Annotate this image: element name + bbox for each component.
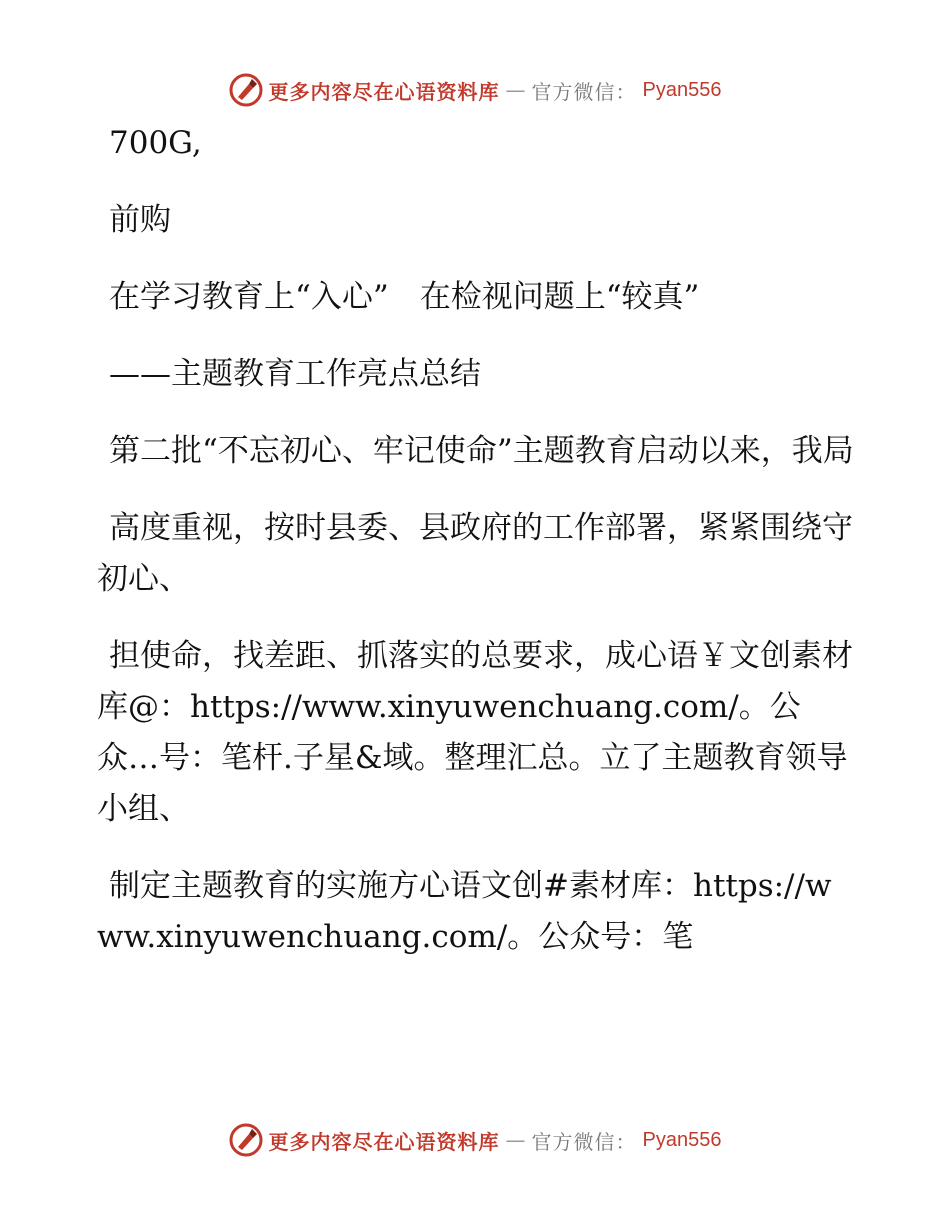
footer-wechat-label: 官方微信：	[531, 1129, 637, 1154]
paragraph-6: 高度重视，按时县委、县政府的工作部署，紧紧围绕守初心、	[97, 510, 853, 597]
paragraph-3: 在学习教育上“入心” 在检视问题上“较真”	[109, 279, 700, 315]
paragraph-1: 700G,	[109, 125, 202, 161]
paragraph-2: 前购	[109, 202, 171, 238]
footer-wechat-id: Pyan556	[642, 1128, 722, 1151]
header-wechat-label: 官方微信：	[531, 79, 637, 104]
header-wechat-id: Pyan556	[642, 78, 722, 101]
paragraph-7: 担使命，找差距、抓落实的总要求，成心语￥文创素材库@：https://www.xinyuwenchuang.com/。公众…号：笔杆.子星&域。整理汇总。立了主题教育领导小组、	[97, 638, 853, 827]
footer-site-text: 更多内容尽在心语资料库	[268, 1129, 500, 1154]
header-banner	[0, 70, 950, 110]
header-dash: —	[505, 78, 526, 102]
footer-banner	[0, 1120, 950, 1160]
document-body	[97, 118, 857, 989]
paragraph-5: 第二批“不忘初心、牢记使命”主题教育启动以来，我局	[109, 433, 854, 469]
pen-nib-logo-icon	[229, 1123, 263, 1157]
pen-nib-logo-icon	[229, 73, 263, 107]
header-site-text: 更多内容尽在心语资料库	[268, 79, 500, 104]
footer-dash: —	[505, 1128, 526, 1152]
paragraph-8: 制定主题教育的实施方心语文创#素材库：https://www.xinyuwenchuang.com/。公众号：笔	[97, 868, 832, 955]
paragraph-4: ——主题教育工作亮点总结	[109, 356, 481, 392]
